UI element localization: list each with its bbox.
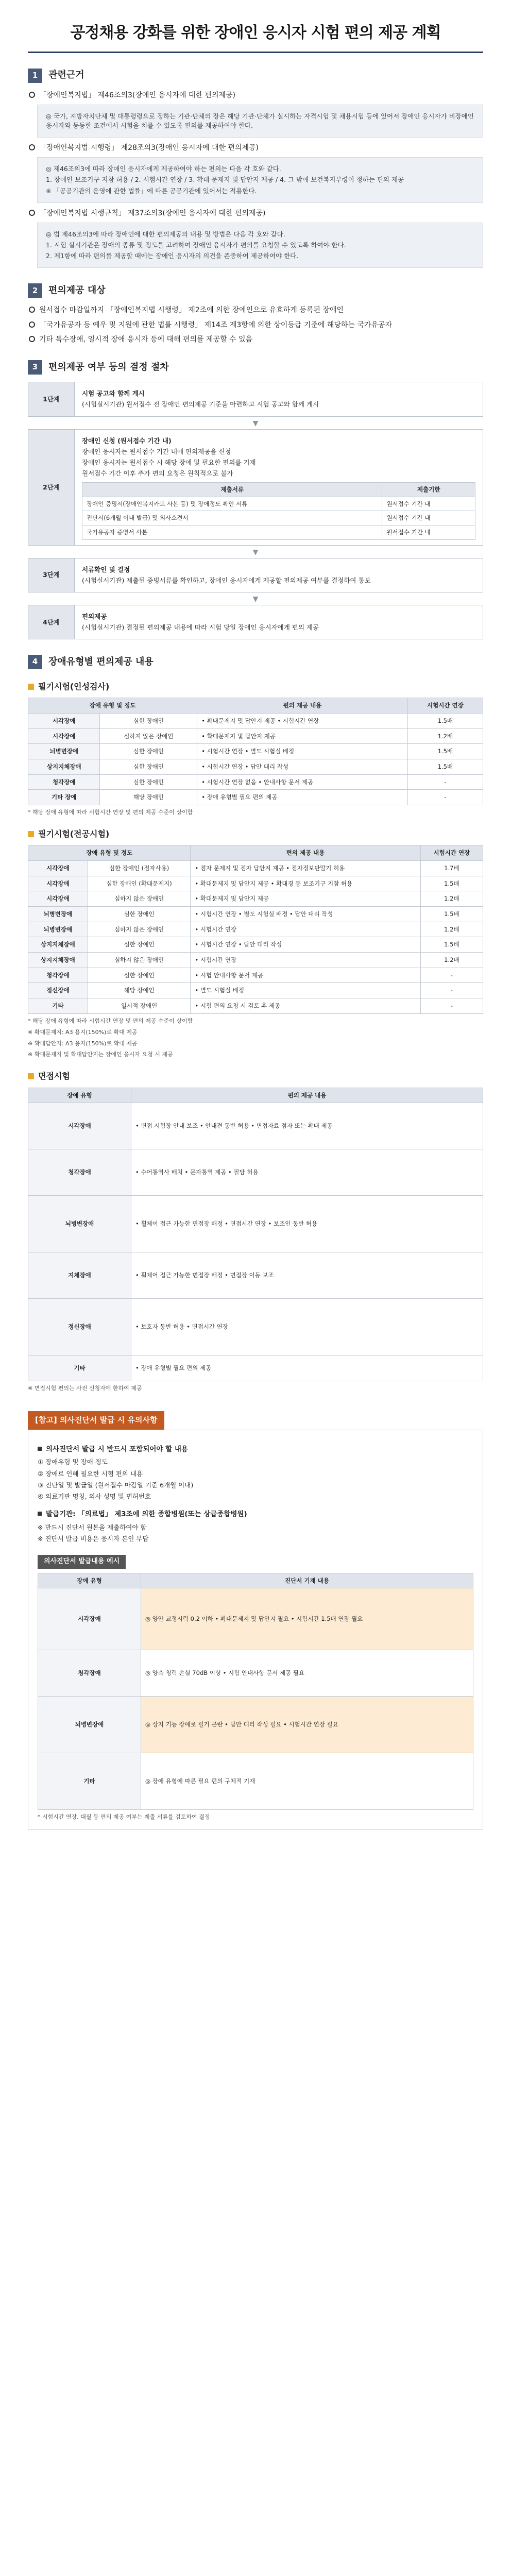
step-label: 3단계 bbox=[28, 558, 75, 592]
table-row: 시각장애 ◎ 양안 교정시력 0.2 이하 • 확대문제지 및 답안지 필요 • 시험시간 1.5배 연장 필요 bbox=[38, 1588, 473, 1650]
legal-basis-2-box: ◎ 제46조의3에 따라 장애인 응시자에게 제공하여야 하는 편의는 다음 각 호와 같다. 1. 장애인 보조기구 지참 허용 / 2. 시험시간 연장 / 3. 확대 문제지 및 답안지 제공 / 4. 그 밖에 보건복지부령이 정하는 편의 제공 ※ 「공공기관의 운영에 관한 법률」에 따른 공공기관에 있어서는 적용한다. bbox=[37, 157, 483, 202]
table-row: 정신장애 해당 장애인 • 별도 시험실 배정 - bbox=[28, 983, 483, 998]
square-bullet-icon bbox=[28, 831, 34, 837]
circle-bullet-icon bbox=[29, 321, 35, 328]
table-row: 시각장애 심한 장애인 (점자사용) • 점자 문제지 및 점자 답안지 제공 • 점자정보단말기 허용 1.7배 bbox=[28, 860, 483, 876]
page-title: 공정채용 강화를 위한 장애인 응시자 시험 편의 제공 계획 bbox=[70, 24, 441, 42]
interview-table: 장애 유형 편의 제공 내용 시각장애 • 면접 시험장 안내 보조 • 안내견 동반 허용 • 면접자료 점자 또는 확대 제공 청각장애 • 수어통역사 배치 • 문자통역 제공 • 필담 허용 뇌병변장애 • 휠체어 접근 가능한 면접장 배정 • 면접시간 연장 • 보조인 동반 허용 지체장애 • 휠체어 접근 가능한 면접장 배정 • 면접장 이동 보조 정신장애 • 보호자 동반 허용 • 면접시간 연장 기타 • 장애 유형별 필요 편의 제공 bbox=[28, 1088, 483, 1382]
table-row: 상지지체장애 심한 장애인 • 시험시간 연장 • 답안 대리 작성 1.5배 bbox=[28, 759, 483, 775]
table-note: ※ 확대문제지: A3 용지(150%)로 확대 제공 bbox=[28, 1028, 138, 1036]
process-step-1 bbox=[28, 382, 483, 416]
reference-box: 의사진단서 발급 시 반드시 포함되어야 할 내용 ① 장애유형 및 장애 정도 ② 장애로 인해 필요한 시험 편의 내용 ③ 진단일 및 발급일 (원서접수 마감일 기준 6개월 이내) ④ 의료기관 명칭, 의사 성명 및 면허번호 발급기관: 「의료법」 제3조에 의한 종합병원(또는 상급종합병원) ※ 반드시 진단서 원본을 제출하여야 함 ※ 진단서 발급 비용은 응시자 본인 부담 의사진단서 발급내용 예시 장애 유형 진단서 기재 내용 시각장애 ◎ 양안 교정시력 0.2 이하 • 확대문제지 및 답안지 필요 • 시험시간 1.5배 연장 필요 청각장애 ◎ 양측 청력 손실 70dB 이상 • 시험 안내사항 문서 제공 필요 뇌병변장애 ◎ 상지 기능 장애로 필기 곤란 • 답안 대리 작성 필요 • 시험시간 연장 필요 기타 ◎ 장애 유형에 따른 필요 편의 구체적 기재 * 시험시간 연장, 대필 등 편의 제공 여부는 제출 서류를 검토하여 결정 bbox=[28, 1430, 483, 1830]
table-row: 뇌병변장애 ◎ 상지 기능 장애로 필기 곤란 • 답안 대리 작성 필요 • 시험시간 연장 필요 bbox=[38, 1697, 473, 1753]
subsection-written-aptitude: 필기시험(인성검사) bbox=[28, 681, 483, 692]
step-body: 시험 공고와 함께 게시 (시험실시기관) 원서접수 전 장애인 편의제공 기준을 마련하고 시험 공고와 함께 게시 bbox=[82, 389, 319, 409]
section-2-header bbox=[28, 283, 483, 298]
down-arrow-icon: ▼ bbox=[252, 548, 259, 556]
table-row: 지체장애 • 휠체어 접근 가능한 면접장 배정 • 면접장 이동 보조 bbox=[28, 1252, 483, 1299]
reference-heading: 의사진단서 발급 시 반드시 포함되어야 할 내용 bbox=[38, 1445, 473, 1455]
table-note: ※ 면접시험 편의는 사전 신청자에 한하여 제공 bbox=[28, 1385, 142, 1392]
written-aptitude-table: 장애 유형 및 정도 편의 제공 내용 시험시간 연장 시각장애 심한 장애인 • 확대문제지 및 답안지 제공 • 시험시간 연장 1.5배 시각장애 심하지 않은 장애인 • 확대문제지 및 답안지 제공 1.2배 뇌병변장애 심한 장애인 • 시험시간 연장 • 별도 시험실 배정 1.5배 상지지체장애 심한 장애인 • 시험시간 연장 • 답안 대리 작성 1.5배 청각장애 심한 장애인 • 시험시간 연장 없음 • 안내사항 문서 제공 - 기타 장애 해당 장애인 • 장애 유형별 필요 편의 제공 - bbox=[28, 698, 483, 805]
section-title: 편의제공 대상 bbox=[48, 285, 106, 296]
table-row: 기타 장애 해당 장애인 • 장애 유형별 필요 편의 제공 - bbox=[28, 790, 483, 805]
table-row: 진단서(6개월 이내 발급) 및 의사소견서 원서접수 기간 내 bbox=[82, 511, 475, 526]
section-4-header bbox=[28, 655, 483, 669]
table-row: 뇌병변장애 심한 장애인 • 시험시간 연장 • 별도 시험실 배정 • 답안 대리 작성 1.5배 bbox=[28, 906, 483, 922]
table-row: 상지지체장애 심하지 않은 장애인 • 시험시간 연장 1.2배 bbox=[28, 952, 483, 968]
target-item: 「국가유공자 등 예우 및 지원에 관한 법률 시행령」 제14조 제3항에 의한 상이등급 기준에 해당하는 국가유공자 bbox=[29, 320, 483, 330]
circle-bullet-icon bbox=[29, 210, 35, 216]
table-row: 뇌병변장애 심하지 않은 장애인 • 시험시간 연장 1.2배 bbox=[28, 922, 483, 937]
table-row: 기타 일시적 장애인 • 시험 편의 요청 시 검토 후 제공 - bbox=[28, 998, 483, 1013]
section-title: 관련근거 bbox=[48, 70, 84, 81]
table-note: * 해당 장애 유형에 따라 시험시간 연장 및 편의 제공 수준이 상이함 bbox=[28, 1017, 193, 1024]
step-body: 장애인 신청 (원서접수 기간 내) 장애인 응시자는 원서접수 기간 내에 편의제공을 신청 장애인 응시자는 원서접수 시 해당 장애 및 필요한 편의를 기재 원서접수 기간 이후 추가 편의 요청은 원칙적으로 불가 제출서류 제출기한 장애인 증명서(장애인복지카드 사본 등) 및 장애정도 확인 서류 원서접수 기간 내 진단서(6개월 이내 발급) 및 의사소견서 원서접수 기간 내 국가유공자 증명서 사본 원서접수 기간 내 bbox=[75, 430, 483, 545]
table-row: 시각장애 심한 장애인 (확대문제지) • 확대문제지 및 답안지 제공 • 확대경 등 보조기구 지참 허용 1.5배 bbox=[28, 876, 483, 891]
step-label: 2단계 bbox=[28, 430, 75, 545]
table-row: 시각장애 심한 장애인 • 확대문제지 및 답안지 제공 • 시험시간 연장 1.5배 bbox=[28, 714, 483, 729]
step-label: 1단계 bbox=[28, 382, 75, 416]
table-row: 청각장애 ◎ 양측 청력 손실 70dB 이상 • 시험 안내사항 문서 제공 필요 bbox=[38, 1650, 473, 1697]
table-row: 뇌병변장애 심한 장애인 • 시험시간 연장 • 별도 시험실 배정 1.5배 bbox=[28, 744, 483, 759]
table-row: 청각장애 • 수어통역사 배치 • 문자통역 제공 • 필담 허용 bbox=[28, 1149, 483, 1196]
circle-bullet-icon bbox=[29, 92, 35, 98]
section-3-header bbox=[28, 360, 483, 375]
table-note: * 해당 장애 유형에 따라 시험시간 연장 및 편의 제공 수준이 상이함 bbox=[28, 809, 193, 816]
title-divider bbox=[28, 52, 483, 53]
written-major-table: 장애 유형 및 정도 편의 제공 내용 시험시간 연장 시각장애 심한 장애인 (점자사용) • 점자 문제지 및 점자 답안지 제공 • 점자정보단말기 허용 1.7배 시각장애 심한 장애인 (확대문제지) • 확대문제지 및 답안지 제공 • 확대경 등 보조기구 지참 허용 1.5배 시각장애 심하지 않은 장애인 • 확대문제지 및 답안지 제공 1.2배 뇌병변장애 심한 장애인 • 시험시간 연장 • 별도 시험실 배정 • 답안 대리 작성 1.5배 뇌병변장애 심하지 않은 장애인 • 시험시간 연장 1.2배 상지지체장애 심한 장애인 • 시험시간 연장 • 답안 대리 작성 1.5배 상지지체장애 심하지 않은 장애인 • 시험시간 연장 1.2배 청각장애 심한 장애인 • 시험 안내사항 문서 제공 - 정신장애 해당 장애인 • 별도 시험실 배정 - 기타 일시적 장애인 • 시험 편의 요청 시 검토 후 제공 - bbox=[28, 845, 483, 1013]
target-item: 원서접수 마감일까지 「장애인복지법 시행령」 제2조에 의한 장애인으로 유효하게 등록된 장애인 bbox=[29, 305, 483, 315]
table-row: 국가유공자 증명서 사본 원서접수 기간 내 bbox=[82, 526, 475, 540]
table-row: 정신장애 • 보호자 동반 허용 • 면접시간 연장 bbox=[28, 1299, 483, 1355]
legal-basis-1: 「장애인복지법」 제46조의3(장애인 응시자에 대한 편의제공) bbox=[29, 90, 483, 100]
table-note: ※ 확대문제지 및 확대답안지는 장애인 응시자 요청 시 제공 bbox=[28, 1051, 173, 1058]
square-bullet-icon bbox=[38, 1447, 42, 1451]
section-number: 3 bbox=[28, 360, 42, 375]
down-arrow-icon: ▼ bbox=[252, 595, 259, 603]
table-row: 뇌병변장애 • 휠체어 접근 가능한 면접장 배정 • 면접시간 연장 • 보조인 동반 허용 bbox=[28, 1196, 483, 1252]
section-title: 장애유형별 편의제공 내용 bbox=[48, 656, 154, 668]
table-row: 기타 ◎ 장애 유형에 따른 필요 편의 구체적 기재 bbox=[38, 1753, 473, 1810]
step-label: 4단계 bbox=[28, 605, 75, 639]
step-body: 서류확인 및 결정 (시험실시기관) 제출된 증빙서류를 확인하고, 장애인 응시자에게 제공할 편의제공 여부를 결정하여 통보 bbox=[82, 565, 371, 584]
section-1-header bbox=[28, 69, 483, 83]
legal-basis-3-box: ◎ 법 제46조의3에 따라 장애인에 대한 편의제공의 내용 및 방법은 다음 각 호와 같다. 1. 시험 실시기관은 장애의 종류 및 정도를 고려하여 장애인 응시자가 편의를 요청할 수 있도록 하여야 한다. 2. 제1항에 따라 편의를 제공할 때에는 장애인 응시자의 의견을 존중하여 제공하여야 한다. bbox=[37, 223, 483, 268]
section-title: 편의제공 여부 등의 결정 절차 bbox=[48, 362, 169, 373]
certificate-example-table: 장애 유형 진단서 기재 내용 시각장애 ◎ 양안 교정시력 0.2 이하 • 확대문제지 및 답안지 필요 • 시험시간 1.5배 연장 필요 청각장애 ◎ 양측 청력 손실 70dB 이상 • 시험 안내사항 문서 제공 필요 뇌병변장애 ◎ 상지 기능 장애로 필기 곤란 • 답안 대리 작성 필요 • 시험시간 연장 필요 기타 ◎ 장애 유형에 따른 필요 편의 구체적 기재 bbox=[38, 1573, 473, 1810]
table-row: 기타 • 장애 유형별 필요 편의 제공 bbox=[28, 1355, 483, 1381]
legal-basis-2: 「장애인복지법 시행령」 제28조의3(장애인 응시자에 대한 편의제공) bbox=[29, 143, 483, 153]
reference-heading: 발급기관: 「의료법」 제3조에 의한 종합병원(또는 상급종합병원) bbox=[38, 1510, 473, 1520]
process-step-3 bbox=[28, 558, 483, 592]
subsection-written-major: 필기시험(전공시험) bbox=[28, 828, 483, 840]
table-row: 청각장애 심한 장애인 • 시험 안내사항 문서 제공 - bbox=[28, 968, 483, 983]
table-note: * 시험시간 연장, 대필 등 편의 제공 여부는 제출 서류를 검토하여 결정 bbox=[38, 1814, 210, 1821]
section-number: 4 bbox=[28, 655, 42, 669]
subsection-interview: 면접시험 bbox=[28, 1070, 483, 1082]
section-number: 1 bbox=[28, 69, 42, 83]
target-item: 기타 특수장애, 일시적 장애 응시자 등에 대해 편의를 제공할 수 있음 bbox=[29, 334, 483, 345]
legal-basis-3: 「장애인복지법 시행규칙」 제37조의3(장애인 응시자에 대한 편의제공) bbox=[29, 208, 483, 218]
table-row: 장애인 증명서(장애인복지카드 사본 등) 및 장애정도 확인 서류 원서접수 기간 내 bbox=[82, 497, 475, 511]
table-note: ※ 확대답안지: A3 용지(150%)로 확대 제공 bbox=[28, 1040, 138, 1047]
process-step-4 bbox=[28, 605, 483, 639]
section-number: 2 bbox=[28, 283, 42, 298]
table-row: 청각장애 심한 장애인 • 시험시간 연장 없음 • 안내사항 문서 제공 - bbox=[28, 774, 483, 790]
reference-banner: [참고] 의사진단서 발급 시 유의사항 bbox=[28, 1411, 164, 1430]
circle-bullet-icon bbox=[29, 336, 35, 342]
square-bullet-icon bbox=[28, 1073, 34, 1079]
square-bullet-icon bbox=[28, 684, 34, 690]
down-arrow-icon: ▼ bbox=[252, 419, 259, 428]
table-row: 시각장애 심하지 않은 장애인 • 확대문제지 및 답안지 제공 1.2배 bbox=[28, 891, 483, 907]
table-row: 시각장애 심하지 않은 장애인 • 확대문제지 및 답안지 제공 1.2배 bbox=[28, 728, 483, 744]
table-row: 시각장애 • 면접 시험장 안내 보조 • 안내견 동반 허용 • 면접자료 점자 또는 확대 제공 bbox=[28, 1103, 483, 1149]
circle-bullet-icon bbox=[29, 144, 35, 150]
square-bullet-icon bbox=[38, 1512, 42, 1516]
circle-bullet-icon bbox=[29, 307, 35, 313]
table-row: 상지지체장애 심한 장애인 • 시험시간 연장 • 답안 대리 작성 1.5배 bbox=[28, 937, 483, 953]
step-body: 편의제공 (시험실시기관) 결정된 편의제공 내용에 따라 시험 당일 장애인 응시자에게 편의 제공 bbox=[82, 612, 319, 632]
legal-basis-1-box: ◎ 국가, 지방자치단체 및 대통령령으로 정하는 기관·단체의 장은 해당 기관·단체가 실시하는 자격시험 및 채용시험 등에 있어서 장애인 응시자가 비장애인 응시자와 동등한 조건에서 시험을 치를 수 있도록 편의를 제공하여야 한다. bbox=[37, 105, 483, 138]
documents-table: 제출서류 제출기한 장애인 증명서(장애인복지카드 사본 등) 및 장애정도 확인 서류 원서접수 기간 내 진단서(6개월 이내 발급) 및 의사소견서 원서접수 기간 내 국가유공자 증명서 사본 원서접수 기간 내 bbox=[82, 482, 475, 540]
process-step-2 bbox=[28, 429, 483, 546]
reference-subheader: 의사진단서 발급내용 예시 bbox=[38, 1555, 126, 1569]
